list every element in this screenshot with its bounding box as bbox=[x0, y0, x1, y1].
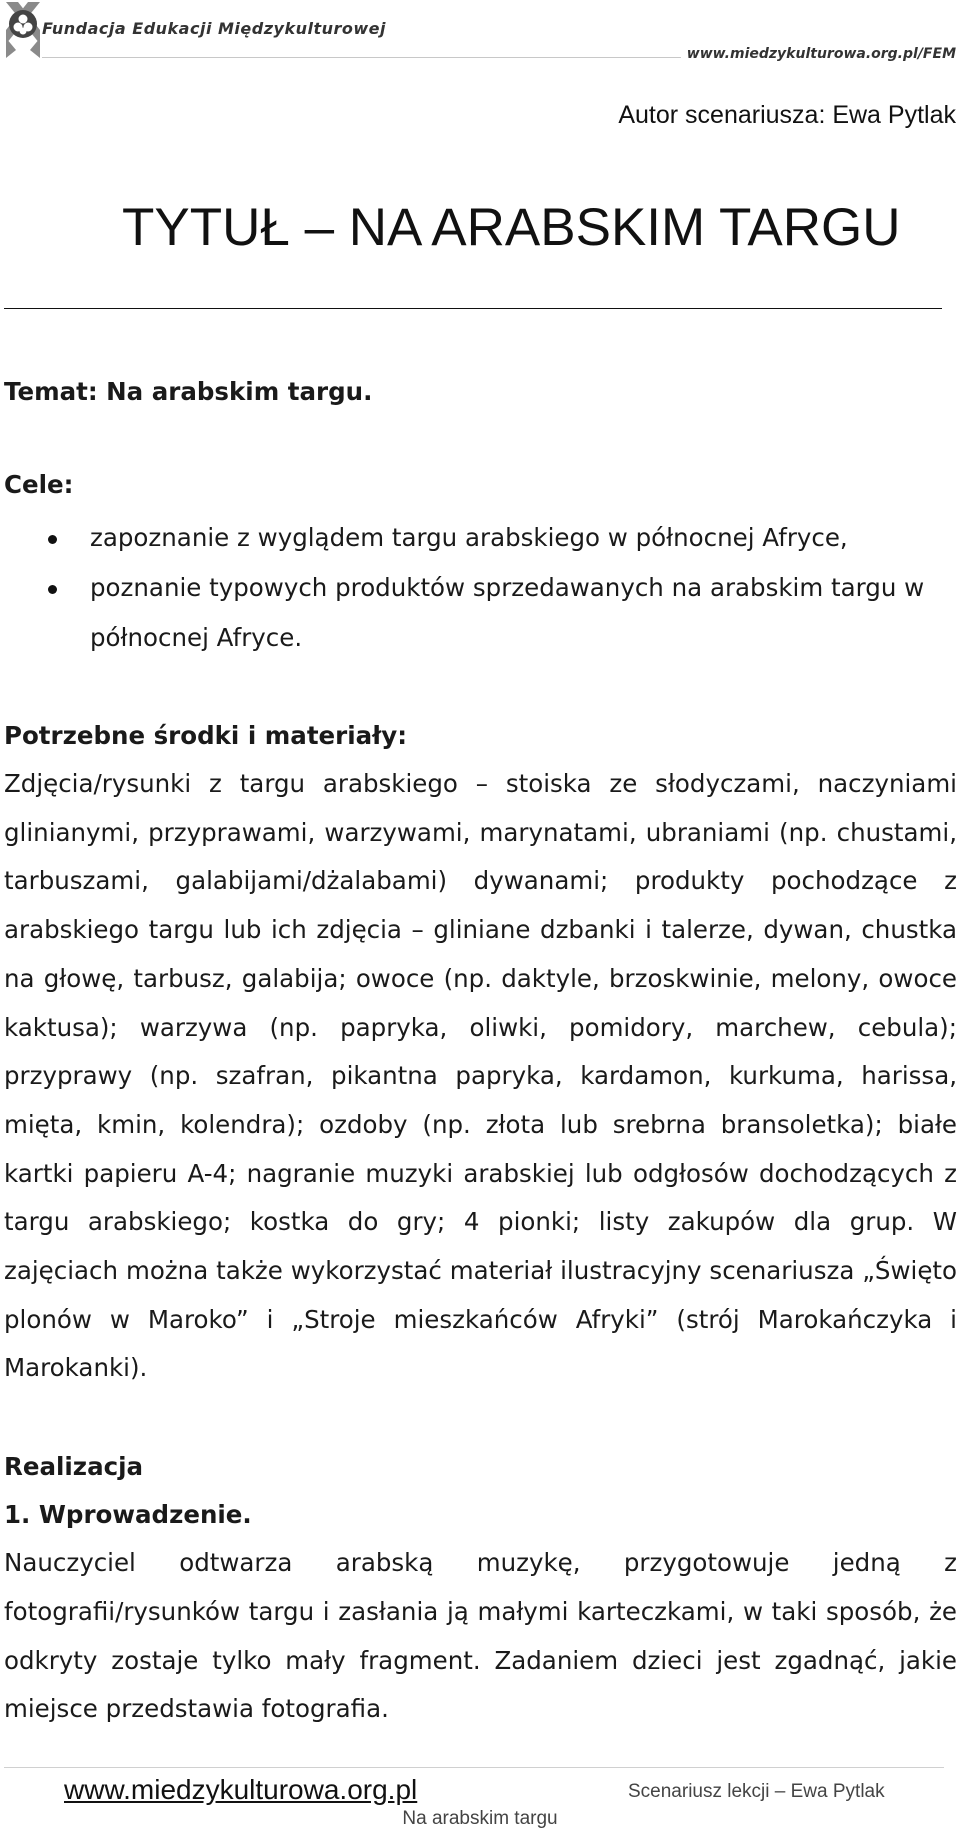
list-item: poznanie typowych produktów sprzedawanych na arabskim targu w północnej Afryce. bbox=[4, 563, 957, 663]
organization-name: Fundacja Edukacji Międzykulturowej bbox=[42, 19, 387, 38]
footer-scenario-credit: Scenariusz lekcji – Ewa Pytlak bbox=[628, 1781, 885, 1802]
header-url: www.miedzykulturowa.org.pl/FEM bbox=[681, 46, 956, 62]
realization-heading: Realizacja bbox=[4, 1452, 144, 1482]
title-underline bbox=[4, 308, 942, 309]
step1-paragraph: Nauczyciel odtwarza arabską muzykę, przygotowuje jedną z fotografii/rysunków targu i zasłania ją małymi karteczkami, w taki sposób, że odkryty zostaje tylko mały fragment. Zadaniem dzieci jest zgadnąć, jakie miejsce przedstawia fotografia. bbox=[4, 1548, 957, 1724]
list-item: zapoznanie z wyglądem targu arabskiego w północnej Afryce, bbox=[4, 513, 957, 563]
footer-divider bbox=[4, 1767, 944, 1768]
author-line: Autor scenariusza: Ewa Pytlak bbox=[618, 101, 956, 129]
goals-heading: Cele: bbox=[4, 470, 74, 499]
step1-heading: 1. Wprowadzenie. bbox=[4, 1500, 252, 1530]
topic-heading: Temat: Na arabskim targu. bbox=[4, 377, 373, 406]
footer-topic: Na arabskim targu bbox=[402, 1808, 558, 1829]
footer-url-link[interactable]: www.miedzykulturowa.org.pl bbox=[64, 1774, 418, 1805]
fem-logo-icon bbox=[2, 0, 44, 58]
goals-list bbox=[4, 513, 957, 663]
materials-heading: Potrzebne środki i materiały: bbox=[4, 721, 408, 750]
page-header bbox=[0, 0, 960, 64]
materials-paragraph: Zdjęcia/rysunki z targu arabskiego – stoiska ze słodyczami, naczyniami glinianymi, przyprawami, warzywami, marynatami, ubraniami (np. chustami, tarbuszami, galabijami/dżalabami) dywanami; produkty pochodzące z arabskiego targu lub ich zdjęcia – gliniane dzbanki i talerze, dywan, chustka na głowę, tarbusz, galabija; owoce (np. daktyle, brzoskwinie, melony, owoce kaktusa); warzywa (np. papryka, oliwki, pomidory, marchew, cebula); przyprawy (np. szafran, pikantna papryka, kardamon, kurkuma, harissa, mięta, kmin, kolendra); ozdoby (np. złota lub srebrna bransoletka); białe kartki papieru A-4; nagranie muzyki arabskiej lub odgłosów dochodzących z targu arabskiego; kostka do gry; 4 pionki; listy zakupów dla grup. W zajęciach można także wykorzystać materiał ilustracyjny scenariusza „Święto plonów w Maroko” i „Stroje mieszkańców Afryki” (strój Marokańczyka i Marokanki). bbox=[4, 769, 957, 1383]
document-body bbox=[4, 368, 957, 1734]
page-title: TYTUŁ – NA ARABSKIM TARGU bbox=[122, 198, 901, 257]
